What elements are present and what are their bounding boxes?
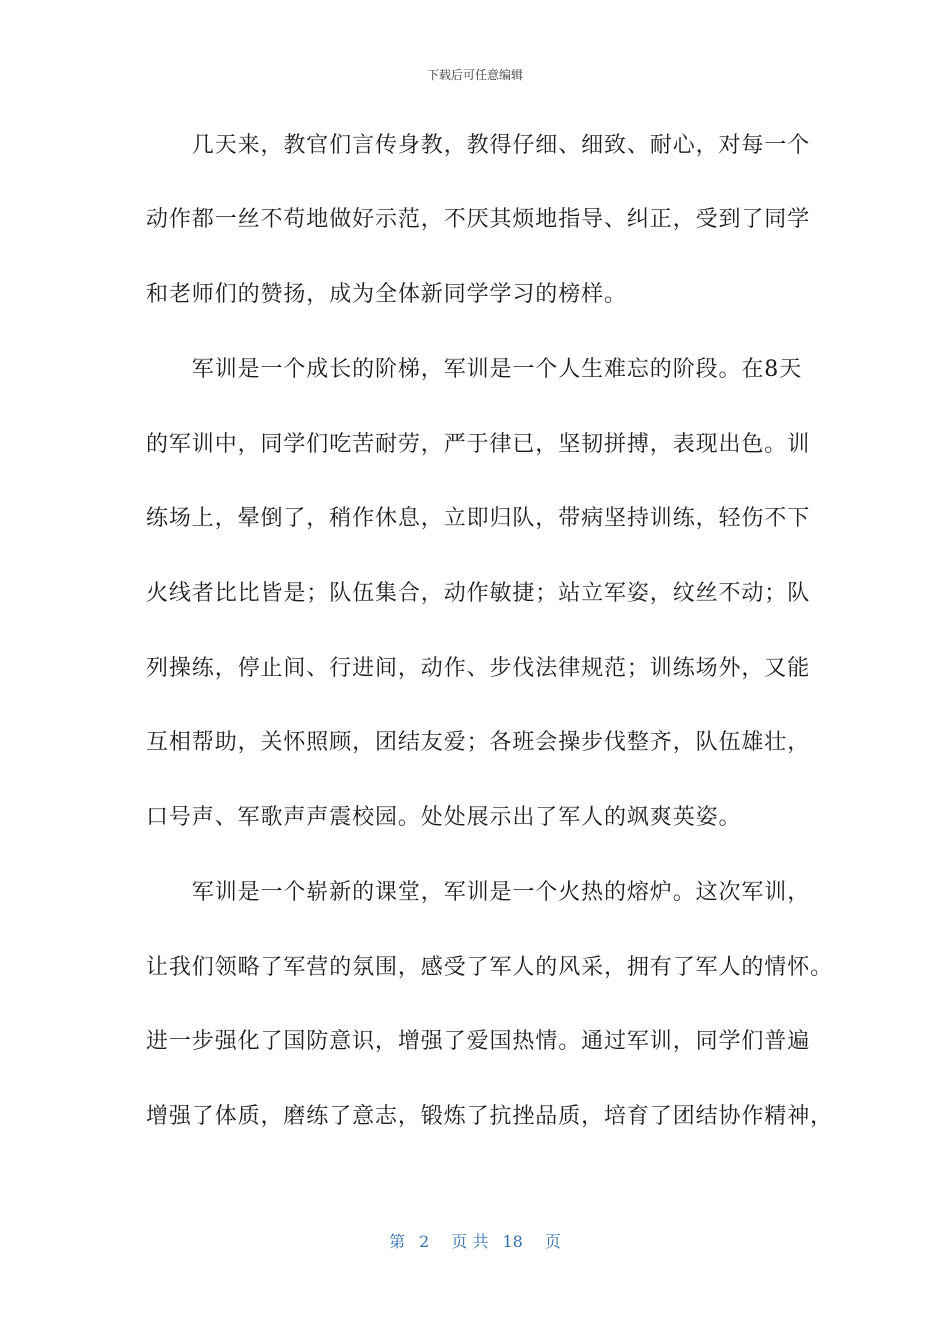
page-header: 下载后可任意编辑	[426, 68, 523, 82]
body-line: 和老师们的赞扬，成为全体新同学学习的榜样。	[146, 282, 627, 307]
body-line: 军训是一个成长的阶梯，军训是一个人生难忘的阶段。在8天	[146, 357, 803, 382]
body-line: 列操练，停止间、行进间，动作、步伐法律规范；训练场外，又能	[146, 656, 811, 681]
body-line: 动作都一丝不苟地做好示范，不厌其烦地指导、纠正，受到了同学	[146, 207, 811, 232]
body-line: 口号声、军歌声声震校园。处处展示出了军人的飒爽英姿。	[146, 805, 742, 830]
body-line: 让我们领略了军营的氛围，感受了军人的风采，拥有了军人的情怀。	[146, 955, 834, 980]
footer-prefix: 第	[389, 1232, 406, 1251]
body-line: 几天来，教官们言传身教，教得仔细、细致、耐心，对每一个	[146, 133, 811, 158]
body-line: 的军训中，同学们吃苦耐劳，严于律已，坚韧拼搏，表现出色。训	[146, 432, 811, 457]
body-line: 互相帮助，关怀照顾，团结友爱；各班会操步伐整齐，队伍雄壮，	[146, 730, 811, 755]
body-line: 进一步强化了国防意识，增强了爱国热情。通过军训，同学们普遍	[146, 1029, 811, 1054]
footer-total-pages: 18	[502, 1232, 523, 1251]
footer-suffix: 页	[544, 1232, 561, 1251]
body-line: 增强了体质，磨练了意志，锻炼了抗挫品质，培育了团结协作精神，	[146, 1104, 834, 1129]
body-line: 军训是一个崭新的课堂，军训是一个火热的熔炉。这次军训，	[146, 880, 811, 905]
body-line: 火线者比比皆是；队伍集合，动作敏捷；站立军姿，纹丝不动；队	[146, 581, 811, 606]
page-footer	[0, 1229, 950, 1252]
footer-middle: 页 共	[451, 1232, 489, 1251]
footer-page-number: 2	[419, 1232, 430, 1251]
body-line: 练场上，晕倒了，稍作休息，立即归队，带病坚持训练，轻伤不下	[146, 506, 811, 531]
